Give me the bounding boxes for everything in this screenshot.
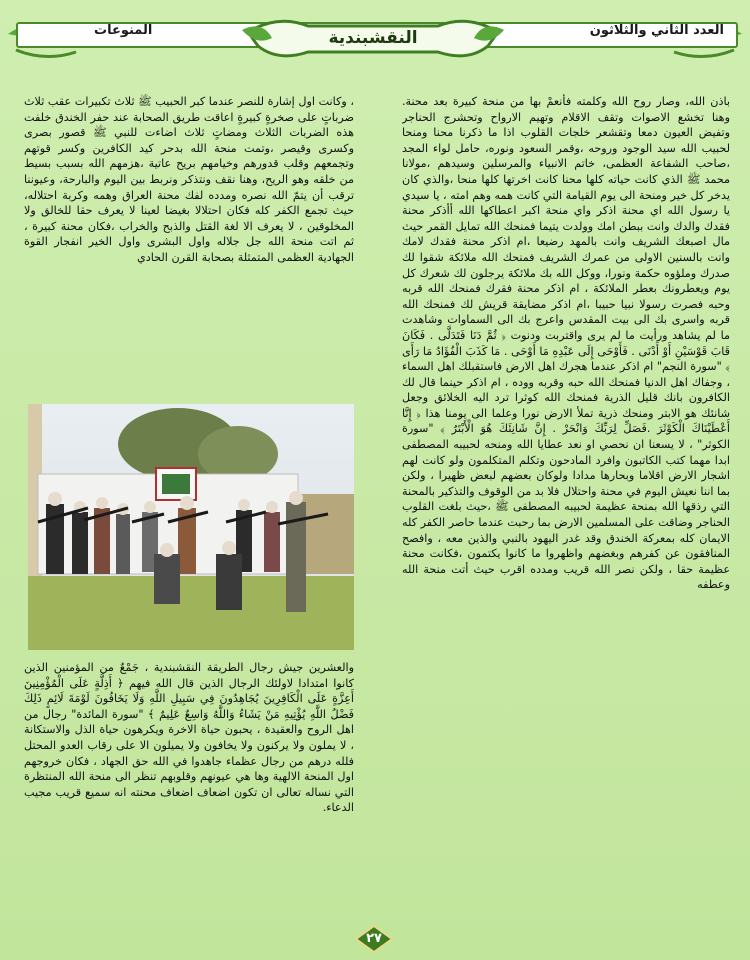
banner-title: النقشبندية xyxy=(328,28,418,48)
page-number: ٢٧ xyxy=(366,931,382,946)
article-photo xyxy=(28,404,354,650)
article-column-left-bottom xyxy=(24,660,354,928)
article-text-right: باذن الله، وصار روح الله وكلمته فأنعمْ بها من منحة كبيرة بعد محنة. وهنا تخشع الاصوات وتقف الاقلام وتهيم الارواح وتحشرج الحناجر وتفيض العيون دمعا وتقشعر خلجات القلوب اذا ما ذكرنا محنا ومنحا لحبيب الله سيد الوجود وروحه ،وقمر السعود ونوره، حامل لواء المجد ،صاحب الشفاعة العظمى، خاتم الانبياء والمرسلين وسيدهم ،مولانا محمد ﷺ الذي كانت حياته كلها محنا كانت اخرتها كلها منحا ،والذي كان يدخر كل خير ومنحة الى يوم القيامة التي كانت همه وهم امته ، يا سيدي يا رسول الله اي محنة اذكر واي منحة اكبر اعطاكها الله أأذكر محنة فقدك والدك وانت ببطن امك وولدت يتيما فمنحك الله تمايل القمر حيث مال اصبعك الشريف وانت بالمهد رضيعا ،ام اذكر محنة فقدك لامك وانت بالسنين الاولى من عمرك الشريف فمنحك الله ملائكة شقوا لك صدرك وملؤوه حكمة ونورا، ووكل الله بك ملائكة يرجلون لك شعرك كل يوم ويعطرونك بعطر الملائكة ، ام اذكر محنة فقرك فمنحك الله قربه وحبه فصرت رسولا نبيا حبيبا ،ام اذكر مضايقة قريش لك فمنحك الله قربه واسرى بك الى بيت المقدس واعرج بك الى السماوات وشاهدت ما لم يشاهد ورأيت ما لم يرى واقتربت ودنوت ﴿ ثُمَّ دَنَا فَتَدَلَّى . فَكَانَ قَابَ قَوْسَيْنِ أَوْ أَدْنَى . فَأَوْحَى إِلَى عَبْدِهِ مَا أَوْحَى . مَا كَذَبَ الْفُؤَادُ مَا رَأَى ﴾ "سورة النجم" ام اذكر عندما هجرك اهل الارض فاستقبلك اهل السماء ، وجفاك اهل الدنيا فمنحك الله حبه وقربه ووده ، ام اذكر حينما قال لك الكافرون بانك قليل الذرية فمنحك الله كوثرا ترد اليه الخلائق وجعل شانئك هو الابتر ومنحك ذرية تملأ الارض نورا وعلما الى يومنا هذا ﴿ إِنَّا أَعْطَيْنَاكَ الْكَوْثَرَ .فَصَلِّ لِرَبِّكَ وَانْحَرْ . إِنَّ شَانِئَكَ هُوَ الْأَبْتَرُ ﴾ "سورة الكوثر" ، لا يسعنا ان نحصي او نعد عطايا الله ومنحه لحبيبه المصطفى ابدا مهما كتب الكاتبون وافرد المادحون وتكلم المتكلمون ولو كانت لهم اشجار الارض اقلاما وبحارها مدادا ولوكان بعضهم لبعض ظهيرا ، ولكن بما اننا نعيش اليوم في محنة واحتلال فلا بد من الوقوف والتذكير بالمحنة التي رذقها الله بمنحة عظيمة لحبيبه المصطفى ﷺ ،حيث بلغت القلوب الحناجر وضاقت على المسلمين الارض بما رحبت عندما حاصر الكفر كله الايمان كله بمعركة الخندق وقد غدر اليهود بالنبي والذين معه ، وافصح المنافقون عن كفرهم وبغضهم واظهروا ما كانوا يكتمون ،فكانت محنة عظيمة حقا ، ولكن نصر الله قريب ومدده اقرب حيث أتت منحة الله وعطفه xyxy=(402,95,730,592)
page-number-badge xyxy=(352,924,396,954)
issue-label: العدد الثاني والثلاثون xyxy=(589,23,724,38)
article-column-left-top xyxy=(24,94,354,394)
section-label: المنوعات xyxy=(94,23,153,38)
photo-fighters-group xyxy=(28,404,354,650)
title-banner xyxy=(238,12,508,66)
article-text-left-top: ، وكانت اول إشارة للنصر عندما كبر الحبيب ﷺ ثلاث تكبيرات عقب ثلاث ضرباتٍ على صخرةٍ كبيرةٍ اعاقت طريق الصحابة عند حفر الخندق خلفت هذه الضربات الثلاث ومضاتٍ ثلاث اضاءت للنبي ﷺ قصور بصرى وكسرى وقيصر ،وتمت منحة الله بدحر كيد الكافرين وكسر قوتهم وتجمعهم وقلب قدورهم وخيامهم بريح عاتية ،هزمهم الله بسبب بسيط من خلقه وهو الريح، وهنا نقف ونتذكر ونربط بين اليوم والبارحة، وعيوننا ترقب أن يتمّ الله نصره ومدده لفك محنة العراق وهمه وكربة احتلاله، حيث تجمع الكفر كله فكان احتلالا بغيضا لعينا لا يعرف حقا للخالق ولا المخلوقين ، لا يعرف الا لغة القتل والذبح والخراب ،فكان محنة كبيرة ، ثم اتت منحة الله جل جلاله واول البشرى واول الخير انفجار القوة الجهادية العظمى المتمثلة بصحابة القرن الحادي xyxy=(24,95,354,264)
article-text-left-bottom: والعشرين جيش رجال الطريقة النقشبندية ، جَمْعٌ من المؤمنين الذين كانوا امتدادا لاولئك الرجال الذين قال الله فيهم ﴿ أَذِلَّةٍ عَلَى الْمُؤْمِنِينَ أَعِزَّةٍ عَلَى الْكَافِرِينَ يُجَاهِدُونَ فِي سَبِيلِ اللَّهِ وَلَا يَخَافُونَ لَوْمَةَ لَائِمٍ ذَلِكَ فَضْلُ اللَّهِ يُؤْتِيهِ مَنْ يَشَاءُ وَاللَّهُ وَاسِعٌ عَلِيمٌ ﴾ "سورة المائدة" رجال من اهل الروح والعقيدة ، يحبون حياة الاخرة ويكرهون حياة الذل والاستكانة ، لا يملون ولا يركنون ولا يخافون ولا يميلون الا على رقاب العدو المحتل فلله درهم من رجال عظماء جاهدوا في الله حق الجهاد ، فكان خروجهم اول المنحة الالهية وها هي عيونهم وقلوبهم تنظر الى منحة الله المنتظرة التي نساله تعالى ان تكون اضعاف اضعاف محنته انه سميع قريب مجيب الدعاء. xyxy=(24,661,354,815)
page-header xyxy=(6,10,744,68)
article-column-right xyxy=(402,94,730,916)
